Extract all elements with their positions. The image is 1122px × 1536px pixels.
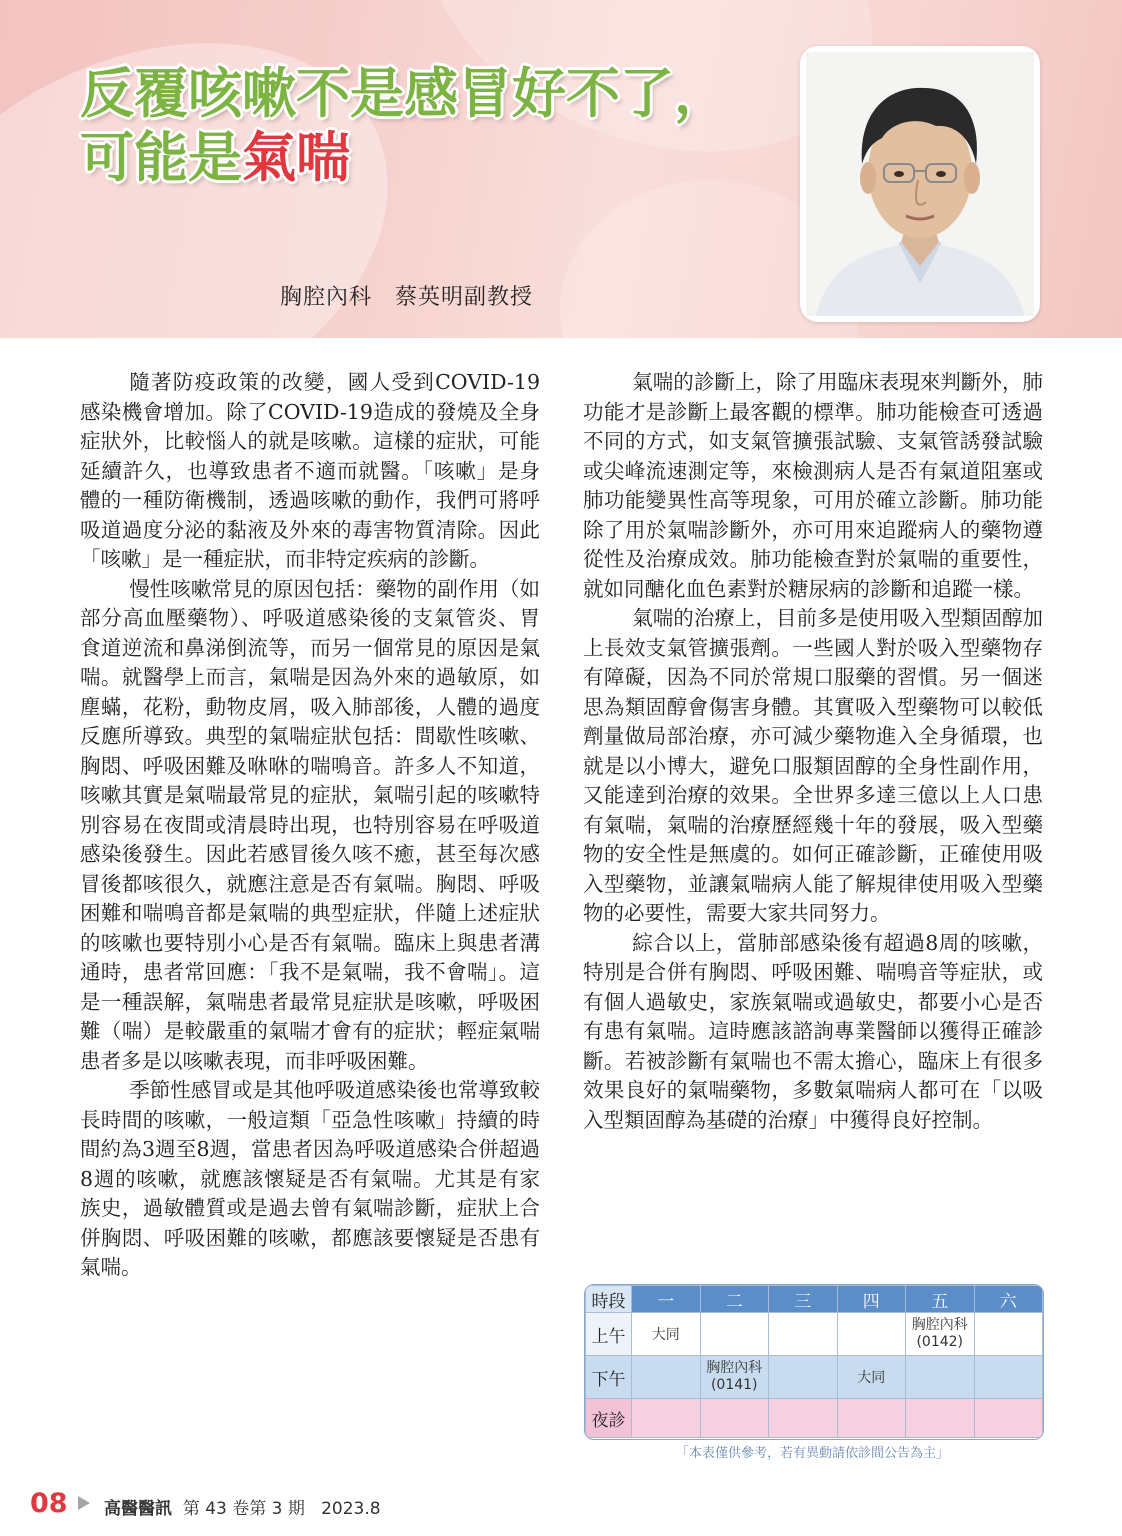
- article-title: [80, 62, 728, 190]
- issue-date: 2023.8: [321, 1499, 381, 1519]
- schedule-corner-label: 時段: [586, 1286, 632, 1313]
- article-paragraph: 慢性咳嗽常見的原因包括：藥物的副作用（如部分高血壓藥物）、呼吸道感染後的支氣管炎、胃食道逆流和鼻涕倒流等，而另一個常見的原因是氣喘。就醫學上而言，氣喘是因為外來的過敏原，如塵蟎，花粉，動物皮屑，吸入肺部後，人體的過度反應所導致。典型的氣喘症狀包括：間歇性咳嗽、胸悶、呼吸困難及咻咻的喘鳴音。許多人不知道，咳嗽其實是氣喘最常見的症狀，氣喘引起的咳嗽特別容易在夜間或清晨時出現，也特別容易在呼吸道感染後發生。因此若感冒後久咳不癒，甚至每次感冒後都咳很久，就應注意是否有氣喘。胸悶、呼吸困難和喘鳴音都是氣喘的典型症狀，伴隨上述症狀的咳嗽也要特別小心是否有氣喘。臨床上與患者溝通時，患者常回應：「我不是氣喘，我不會喘」。這是一種誤解，氣喘患者最常見症狀是咳嗽，呼吸困難（喘）是較嚴重的氣喘才會有的症狀；輕症氣喘患者多是以咳嗽表現，而非呼吸困難。: [80, 576, 540, 1073]
- schedule-cell: [837, 1313, 906, 1356]
- schedule-row-afternoon: [586, 1356, 1043, 1399]
- schedule-cell: [974, 1356, 1043, 1399]
- portrait-image: [806, 52, 1034, 316]
- schedule-row-label: 下午: [586, 1356, 632, 1399]
- schedule-cell: [906, 1399, 975, 1438]
- schedule-day-header: 二: [700, 1286, 769, 1313]
- schedule-row-evening: [586, 1399, 1043, 1438]
- footer-info: [104, 1494, 381, 1519]
- header-banner: [0, 0, 1122, 338]
- schedule-cell: [700, 1313, 769, 1356]
- title-line-2-prefix: 可能是: [80, 126, 242, 189]
- clinic-schedule-table: [584, 1284, 1044, 1440]
- schedule-cell: 胸腔內科 (0141): [700, 1356, 769, 1399]
- schedule-cell: 胸腔內科 (0142): [906, 1313, 975, 1356]
- schedule-cell: 大同: [632, 1313, 701, 1356]
- schedule-cell: [837, 1399, 906, 1438]
- schedule-cell: [769, 1356, 838, 1399]
- schedule-row-label: 夜診: [586, 1399, 632, 1438]
- schedule-day-header: 五: [906, 1286, 975, 1313]
- publication-name: 高醫醫訊: [104, 1499, 172, 1519]
- schedule-row-label: 上午: [586, 1313, 632, 1356]
- schedule-cell: [632, 1399, 701, 1438]
- schedule-cell: [632, 1356, 701, 1399]
- schedule-header-row: [586, 1286, 1043, 1313]
- title-line-1: 反覆咳嗽不是感冒好不了，: [80, 62, 728, 125]
- schedule-cell: 大同: [837, 1356, 906, 1399]
- title-line-2-highlight: 氣喘: [242, 126, 350, 189]
- author-photo: [800, 46, 1040, 322]
- play-arrow-icon: [78, 1496, 90, 1510]
- article-column-left: [80, 368, 540, 1283]
- author-byline: 胸腔內科 蔡英明副教授: [280, 285, 534, 310]
- article-paragraph: 綜合以上，當肺部感染後有超過8周的咳嗽，特別是合併有胸悶、呼吸困難、喘鳴音等症狀，或有個人過敏史，家族氣喘或過敏史，都要小心是否有患有氣喘。這時應該諮詢專業醫師以獲得正確診斷。若被診斷有氣喘也不需太擔心，臨床上有很多效果良好的氣喘藥物，多數氣喘病人都可在「以吸入型類固醇為基礎的治療」中獲得良好控制。: [583, 930, 1043, 1132]
- schedule-cell: [769, 1313, 838, 1356]
- article-paragraph: 氣喘的診斷上，除了用臨床表現來判斷外，肺功能才是診斷上最客觀的標準。肺功能檢查可透過不同的方式，如支氣管擴張試驗、支氣管誘發試驗或尖峰流速測定等，來檢測病人是否有氣道阻塞或肺功能變異性高等現象，可用於確立診斷。肺功能除了用於氣喘診斷外，亦可用來追蹤病人的藥物遵從性及治療成效。肺功能檢查對於氣喘的重要性，就如同醣化血色素對於糖尿病的診斷和追蹤一樣。: [583, 370, 1043, 601]
- article-paragraph: 季節性感冒或是其他呼吸道感染後也常導致較長時間的咳嗽，一般這類「亞急性咳嗽」持續的時間約為3週至8週，當患者因為呼吸道感染合併超過8週的咳嗽，就應該懷疑是否有氣喘。尤其是有家族史，過敏體質或是過去曾有氣喘診斷，症狀上合併胸悶、呼吸困難的咳嗽，都應該要懷疑是否患有氣喘。: [80, 1078, 540, 1279]
- schedule-day-header: 三: [769, 1286, 838, 1313]
- schedule-day-header: 六: [974, 1286, 1043, 1313]
- schedule-cell: [974, 1313, 1043, 1356]
- issue-number: 第 43 卷第 3 期: [182, 1499, 305, 1519]
- article-paragraph: 隨著防疫政策的改變，國人受到COVID-19感染機會增加。除了COVID-19造成的發燒及全身症狀外，比較惱人的就是咳嗽。這樣的症狀，可能延續許久，也導致患者不適而就醫。「咳嗽」是身體的一種防衛機制，透過咳嗽的動作，我們可將呼吸道過度分泌的黏液及外來的毒害物質清除。因此「咳嗽」是一種症狀，而非特定疾病的診斷。: [80, 370, 540, 571]
- article-column-right: [583, 368, 1043, 1135]
- schedule-cell: [700, 1399, 769, 1438]
- schedule-cell: [906, 1356, 975, 1399]
- schedule-cell: [769, 1399, 838, 1438]
- schedule-day-header: 四: [837, 1286, 906, 1313]
- schedule-cell: [974, 1399, 1043, 1438]
- page-number: 08: [30, 1488, 68, 1519]
- schedule-row-morning: [586, 1313, 1043, 1356]
- schedule-disclaimer: 「本表僅供參考，若有異動請依診間公告為主」: [676, 1446, 950, 1461]
- schedule-day-header: 一: [632, 1286, 701, 1313]
- article-paragraph: 氣喘的治療上，目前多是使用吸入型類固醇加上長效支氣管擴張劑。一些國人對於吸入型藥物存有障礙，因為不同於常規口服藥的習慣。另一個迷思為類固醇會傷害身體。其實吸入型藥物可以較低劑量做局部治療，亦可減少藥物進入全身循環，也就是以小博大，避免口服類固醇的全身性副作用，又能達到治療的效果。全世界多達三億以上人口患有氣喘，氣喘的治療歷經幾十年的發展，吸入型藥物的安全性是無虞的。如何正確診斷，正確使用吸入型藥物，並讓氣喘病人能了解規律使用吸入型藥物的必要性，需要大家共同努力。: [583, 606, 1043, 925]
